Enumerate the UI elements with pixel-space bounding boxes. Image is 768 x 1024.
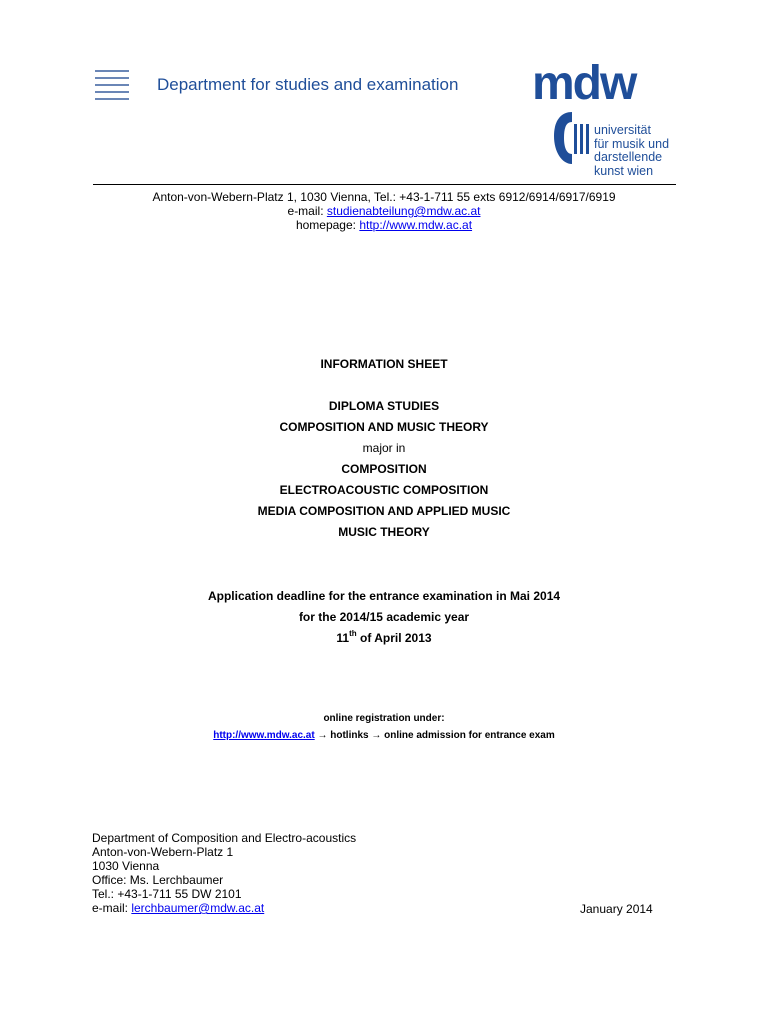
- major-item: MEDIA COMPOSITION AND APPLIED MUSIC: [257, 504, 511, 518]
- address-line: Anton-von-Webern-Platz 1, 1030 Vienna, Tel.: +43-1-711 55 exts 6912/6914/6917/6919: [152, 190, 616, 204]
- logo-letters: mdw: [532, 57, 636, 110]
- homepage-link[interactable]: http://www.mdw.ac.at: [359, 218, 473, 232]
- contact-line: Tel.: +43-1-711 55 DW 2101: [92, 887, 242, 901]
- contact-line: 1030 Vienna: [92, 859, 160, 873]
- deadline-line-1: Application deadline for the entrance examination in Mai 2014: [207, 589, 561, 603]
- header-divider: [93, 184, 676, 185]
- contact-line: Office: Ms. Lerchbaumer: [92, 873, 224, 887]
- studies-title: DIPLOMA STUDIES: [328, 399, 440, 413]
- sheet-title: INFORMATION SHEET: [320, 357, 448, 371]
- contact-email-line: e-mail: lerchbaumer@mdw.ac.at: [92, 901, 265, 915]
- email-line: e-mail: studienabteilung@mdw.ac.at: [287, 204, 481, 218]
- deadline-date: 11th of April 2013: [336, 629, 432, 645]
- document-date: January 2014: [580, 902, 653, 916]
- registration-label: online registration under:: [323, 713, 445, 724]
- email-link[interactable]: studienabteilung@mdw.ac.at: [326, 204, 481, 218]
- deadline-line-2: for the 2014/15 academic year: [298, 610, 470, 624]
- contact-email-link[interactable]: lerchbaumer@mdw.ac.at: [131, 901, 265, 915]
- contact-block: [92, 831, 356, 915]
- contact-line: Department of Composition and Electro-acoustics: [92, 831, 357, 845]
- major-in-label: major in: [362, 441, 406, 455]
- major-item: MUSIC THEORY: [338, 525, 430, 539]
- logo-mark-icon: [552, 110, 592, 166]
- program-title: COMPOSITION AND MUSIC THEORY: [279, 420, 489, 434]
- homepage-line: homepage: http://www.mdw.ac.at: [295, 218, 473, 232]
- logo-subtitle: universität für musik und darstellende kunst wien: [594, 123, 670, 178]
- mdw-logo: [532, 57, 682, 178]
- registration-path: http://www.mdw.ac.at → hotlinks → online admission for entrance exam: [213, 730, 555, 741]
- department-lines-graphic: [95, 70, 129, 102]
- major-item: COMPOSITION: [341, 462, 427, 476]
- major-item: ELECTROACOUSTIC COMPOSITION: [279, 483, 489, 497]
- registration-link[interactable]: http://www.mdw.ac.at: [213, 730, 315, 741]
- department-title: Department for studies and examination: [157, 75, 459, 94]
- contact-line: Anton-von-Webern-Platz 1: [92, 845, 234, 859]
